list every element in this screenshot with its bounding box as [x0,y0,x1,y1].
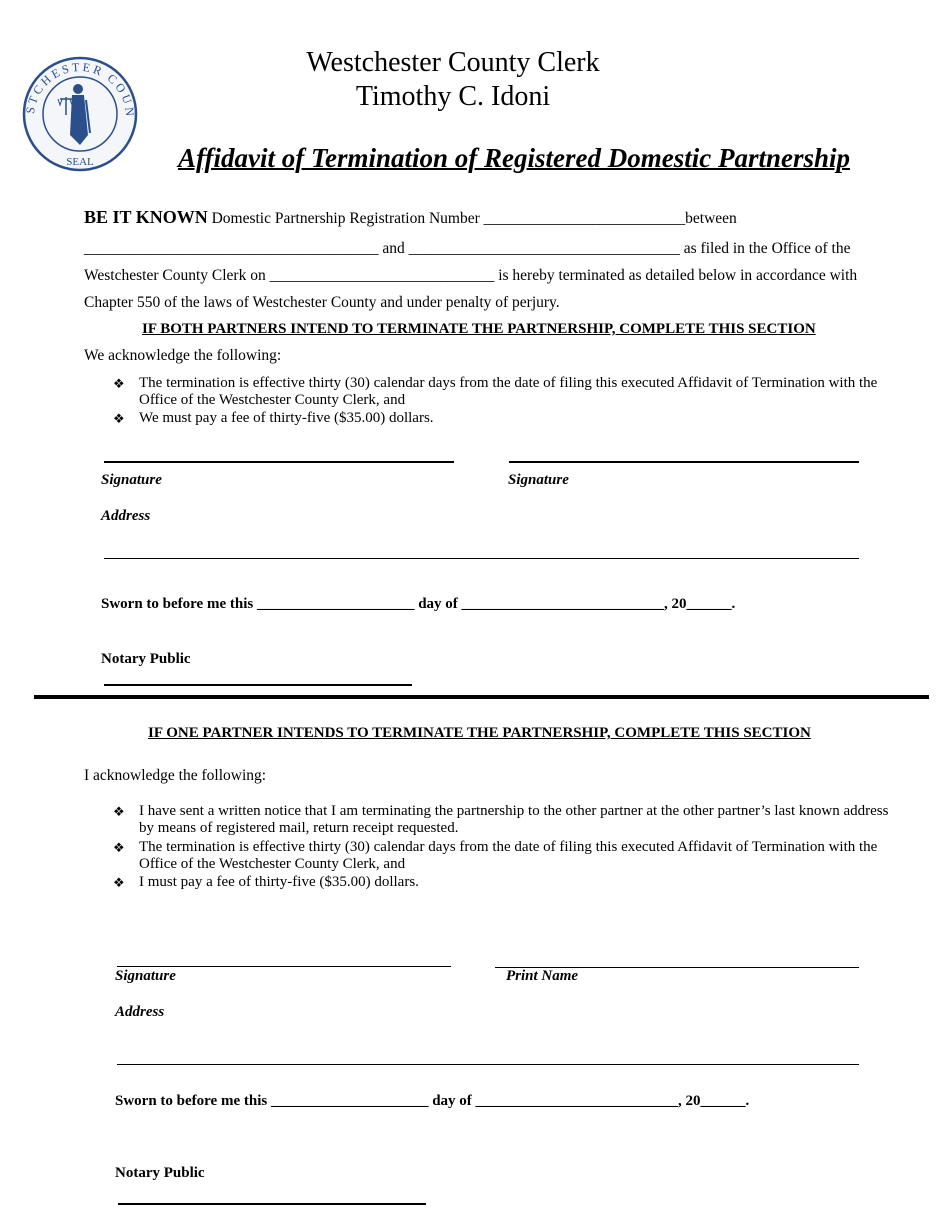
signature-line-left[interactable] [104,461,454,463]
notary-public-label: Notary Public [101,651,191,667]
clerk-name: Timothy C. Idoni [355,81,551,112]
list-item [113,375,913,411]
svg-text:WESTCHESTER COUNTY: STCHESTER COUN [23,59,138,118]
document-title: Affidavit of Termination of Registered Domestic Partnership [178,143,851,173]
notary-signature-line[interactable] [104,684,412,686]
sworn-statement[interactable]: Sworn to before me this _____________________ day of ___________________________, 20______. [101,596,736,612]
bullet-text: I have sent a written notice that I am terminating the partnership to the other partner at the other partner’s last known address by means of registered mail, return receipt requested. [139,803,889,836]
diamond-bullet-icon: ❖ [113,875,125,890]
list-item [113,839,913,875]
filing-date-field[interactable]: Westchester County Clerk on _____________________________ is hereby terminated as detailed below in accordance with [84,267,858,284]
address-line[interactable] [104,558,859,559]
signature-label: Signature [101,472,162,488]
be-it-known: BE IT KNOWN [84,207,208,227]
list-item [113,803,913,839]
diamond-bullet-icon: ❖ [113,376,125,391]
signature-label: Signature [115,968,176,984]
notary-signature-line[interactable] [118,1203,426,1205]
bullet-text: The termination is effective thirty (30) calendar days from the date of filing this executed Affidavit of Termination with the Office of the Westchester County Clerk, and [139,839,878,872]
bullet-text: The termination is effective thirty (30) calendar days from the date of filing this executed Affidavit of Termination with the Office of the Westchester County Clerk, and [139,375,878,408]
signature-line-left[interactable] [117,966,451,967]
registration-number-field[interactable]: Domestic Partnership Registration Number __________________________between [207,210,737,227]
intro-line-1 [84,207,737,228]
diamond-bullet-icon: ❖ [113,804,125,819]
bullet-text: We must pay a fee of thirty-five ($35.00) dollars. [139,410,434,426]
intro-line-4: Chapter 550 of the laws of Westchester County and under penalty of perjury. [84,294,560,311]
partner-names-field[interactable]: ______________________________________ and ___________________________________ as filed in the Office of the [84,240,851,257]
address-label: Address [101,508,151,524]
office-name: Westchester County Clerk [306,47,600,78]
bullet-text: I must pay a fee of thirty-five ($35.00) dollars. [139,874,419,890]
diamond-bullet-icon: ❖ [113,840,125,855]
section-divider [34,695,929,699]
signature-line-right[interactable] [509,461,859,463]
diamond-bullet-icon: ❖ [113,411,125,426]
notary-public-label: Notary Public [115,1165,205,1181]
section-one-ack: I acknowledge the following: [84,767,267,784]
section-both-ack: We acknowledge the following: [84,347,282,364]
signature-label: Signature [508,472,569,488]
print-name-label: Print Name [506,968,579,984]
county-seal-logo [20,55,140,173]
svg-text:SEAL: SEAL [66,156,94,168]
address-line[interactable] [117,1064,859,1065]
section-both-heading: IF BOTH PARTNERS INTEND TO TERMINATE THE PARTNERSHIP, COMPLETE THIS SECTION [142,321,816,337]
list-item [113,874,913,892]
address-label: Address [115,1004,165,1020]
list-item [113,410,913,428]
section-one-heading: IF ONE PARTNER INTENDS TO TERMINATE THE PARTNERSHIP, COMPLETE THIS SECTION [148,725,811,741]
sworn-statement[interactable]: Sworn to before me this _____________________ day of ___________________________, 20______. [115,1093,750,1109]
